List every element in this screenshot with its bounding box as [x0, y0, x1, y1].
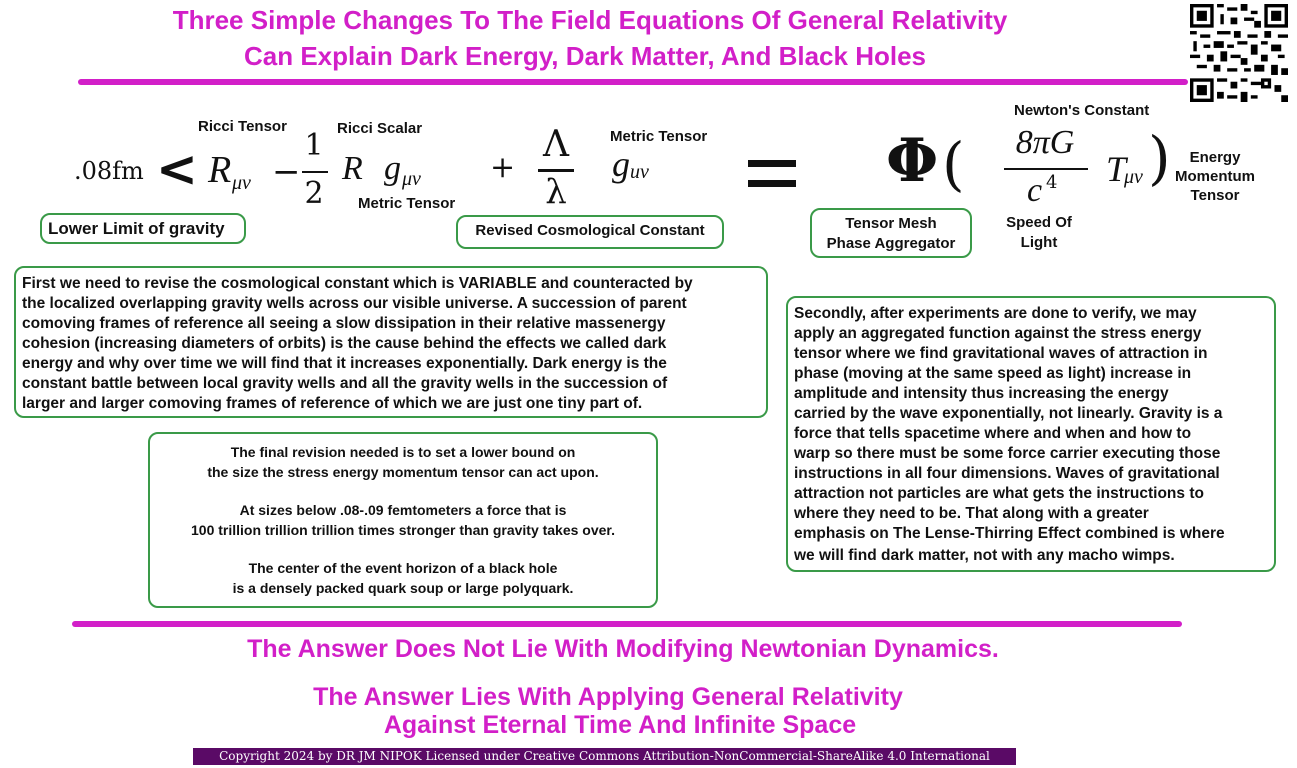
- half-numerator: 1: [304, 128, 324, 163]
- metric-tensor-label-2: Metric Tensor: [610, 128, 708, 145]
- second-revision-box: Secondly, after experiments are done to verify, we may apply an aggregated function against the stress energy tensor where we find gravitational waves of attraction in phase (moving at the same speed as light) increase in amplitude and intensity thus increasing the energy carried by the wave exponentially, not linearly. Gravity is a force that tells spacetime where and when and how to warp so there must be some force carrier executing those instructions in all four dimensions. Waves of gravitational attraction not particles are what gets the instructions to where they need to be. That along with a greater emphasis on The Lense-Thirring Effect combined is where we will find dark matter, not with any macho wimps.: [786, 296, 1276, 572]
- title-line-1: Three Simple Changes To The Field Equations Of General Relativity: [172, 5, 1008, 35]
- ricci-scalar-label: Ricci Scalar: [337, 120, 423, 137]
- stress-tensor-symbol: T: [1106, 149, 1127, 189]
- cosmological-lower-lambda: λ: [545, 172, 567, 212]
- lower-limit-box: Lower Limit of gravity: [40, 213, 246, 244]
- bottom-divider: [72, 621, 1182, 627]
- newtons-constant-label: Newton's Constant: [1014, 102, 1150, 119]
- metric-g-symbol: g: [384, 150, 401, 187]
- limit-value: .08fm: [74, 157, 144, 185]
- metric-g-subscript: μν: [402, 168, 421, 190]
- metric-g2-symbol: g: [612, 144, 630, 184]
- conclusion-line-2: The Answer Lies With Applying General Relativity: [313, 683, 903, 711]
- less-than-symbol: <: [156, 140, 198, 198]
- open-parenthesis: (: [942, 130, 965, 198]
- cosmological-upper-lambda: Λ: [543, 124, 569, 165]
- ricci-tensor-label: Ricci Tensor: [198, 118, 287, 135]
- conclusion-line-3: Against Eternal Time And Infinite Space: [383, 711, 857, 739]
- first-revision-box: First we need to revise the cosmological constant which is VARIABLE and counteracted by the localized overlapping gravity wells across our visible universe. A succession of parent comoving frames of reference all seeing a slow dissipation in their relative massenergy cohesion (increasing diameters of orbits) is the cause behind the effects we called dark energy and why over time we will find that it increases exponentially. Dark energy is the constant battle between local gravity wells and all the gravity wells in the succession of larger and larger comoving frames of reference of which we are just one tiny part of.: [14, 266, 768, 418]
- close-parenthesis: ): [1148, 124, 1171, 192]
- revised-cosmological-box: Revised Cosmological Constant: [456, 215, 724, 249]
- plus-sign: +: [490, 150, 516, 185]
- ricci-tensor-symbol: R: [208, 149, 232, 191]
- final-revision-box: The final revision needed is to set a lower bound on the size the stress energy momentum tensor can act upon. At sizes below .08-.09 femtometers a force that is 100 trillion trillion trillion times stronger than gravity takes over. The center of the event horizon of a black hole is a densely packed quark soup or large polyquark.: [148, 432, 658, 608]
- equals-bar-bottom: [748, 180, 796, 187]
- tensor-mesh-box: Tensor Mesh Phase Aggregator: [810, 208, 972, 258]
- speed-of-light-label: Speed Of Light: [1006, 214, 1072, 251]
- metric-g2-subscript: uv: [630, 161, 649, 183]
- stress-tensor-subscript: μν: [1124, 166, 1143, 188]
- half-fraction-bar: [302, 171, 328, 173]
- energy-momentum-tensor-label: Energy Momentum Tensor: [1175, 149, 1255, 204]
- half-denominator: 2: [304, 176, 324, 211]
- top-divider: [78, 79, 1188, 85]
- copyright-notice: Copyright 2024 by DR JM NIPOK Licensed under Creative Commons Attribution-NonCommercial-ShareAlike 4.0 International: [193, 748, 1016, 765]
- qr-code-icon: [1190, 4, 1288, 102]
- phi-aggregator-symbol: Φ: [886, 126, 939, 196]
- fraction-numerator: 8πG: [1015, 124, 1075, 161]
- minus-sign: −: [272, 152, 301, 192]
- fraction-denominator-exponent: 4: [1046, 172, 1058, 193]
- equals-bar-top: [748, 160, 796, 167]
- conclusion-line-1: The Answer Does Not Lie With Modifying Newtonian Dynamics.: [247, 635, 999, 663]
- title-line-2: Can Explain Dark Energy, Dark Matter, And Black Holes: [243, 41, 926, 71]
- fraction-bar: [1004, 168, 1088, 170]
- ricci-tensor-subscript: μν: [232, 172, 251, 194]
- fraction-denominator-c: c: [1027, 172, 1043, 209]
- ricci-scalar-symbol: R: [342, 150, 363, 187]
- metric-tensor-label-1: Metric Tensor: [358, 195, 456, 212]
